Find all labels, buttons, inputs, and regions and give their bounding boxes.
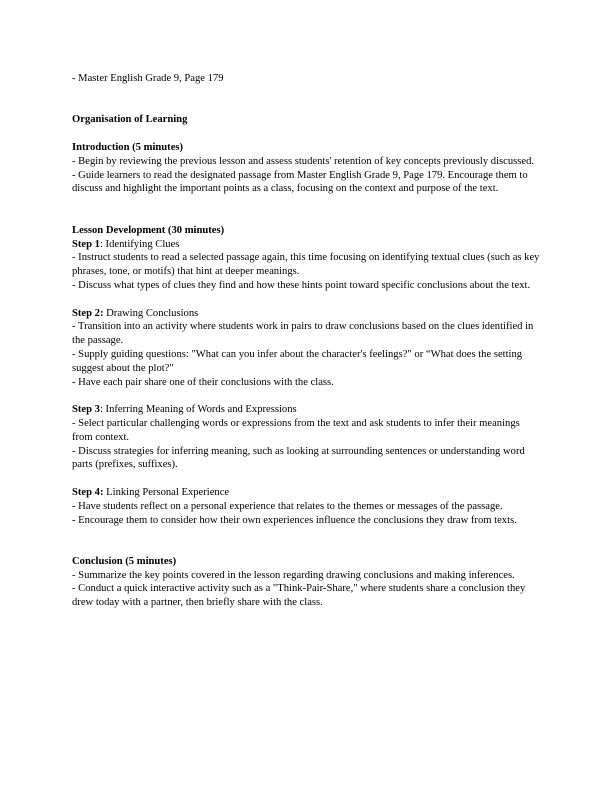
step-line: - Transition into an activity where students work in pairs to draw conclusions based on the clues identified in the passage. — [72, 321, 534, 347]
conclusion-line: - Conduct a quick interactive activity such as a "Think-Pair-Share," where students share a conclusion they drew today with a partner, then briefly share with the class. — [72, 583, 526, 609]
document-page — [72, 72, 542, 610]
conclusion-line: - Summarize the key points covered in the lesson regarding drawing conclusions and making inferences. — [72, 569, 515, 581]
step-title-text: : Identifying Clues — [99, 238, 180, 250]
spacer — [72, 100, 542, 114]
conclusion-section — [72, 555, 542, 610]
spacer — [72, 389, 542, 403]
spacer — [72, 86, 542, 100]
reference-line: - Master English Grade 9, Page 179 — [72, 73, 224, 84]
spacer — [72, 293, 542, 307]
lesson-development-section — [72, 224, 542, 528]
organisation-heading: Organisation of Learning — [72, 114, 188, 126]
step-title — [72, 403, 542, 417]
step-line: - Have students reflect on a personal experience that relates to the themes or messages of the passage. — [72, 500, 503, 512]
step-title-text: Linking Personal Experience — [103, 486, 230, 498]
step-4 — [72, 486, 542, 527]
step-label: Step 4: — [72, 486, 104, 498]
spacer — [72, 472, 542, 486]
step-line: - Encourage them to consider how their own experiences influence the conclusions they draw from texts. — [72, 514, 517, 526]
step-line: - Instruct students to read a selected passage again, this time focusing on identifying textual clues (such as key phrases, tone, or motifs) that hint at deeper meanings. — [72, 252, 540, 278]
lesson-development-heading: Lesson Development (30 minutes) — [72, 224, 225, 236]
step-line: - Have each pair share one of their conclusions with the class. — [72, 376, 334, 388]
step-label: Step 1 — [72, 238, 100, 250]
spacer — [72, 127, 542, 141]
step-title-text: : Inferring Meaning of Words and Expressions — [99, 404, 297, 416]
conclusion-heading: Conclusion (5 minutes) — [72, 555, 177, 567]
introduction-line: - Guide learners to read the designated passage from Master English Grade 9, Page 179. Encourage them to discuss and highlight the important points as a class, focusing on the context and purpose of the text. — [72, 169, 528, 195]
step-2 — [72, 307, 542, 390]
step-3 — [72, 403, 542, 472]
step-line: - Select particular challenging words or expressions from the text and ask students to infer their meanings from context. — [72, 417, 520, 443]
introduction-line: - Begin by reviewing the previous lesson and assess students' retention of key concepts previously discussed. — [72, 155, 535, 167]
introduction-section — [72, 141, 542, 196]
step-label: Step 2: — [72, 307, 104, 319]
spacer — [72, 196, 542, 224]
step-line: - Discuss strategies for inferring meaning, such as looking at surrounding sentences or understanding word parts (prefixes, suffixes). — [72, 445, 525, 471]
step-title — [72, 307, 542, 321]
step-title-text: Drawing Conclusions — [103, 307, 199, 319]
introduction-heading: Introduction (5 minutes) — [72, 141, 184, 153]
step-line: - Supply guiding questions: "What can you infer about the character's feelings?" or “What does the setting suggest about the plot?" — [72, 348, 523, 374]
step-label: Step 3 — [72, 404, 100, 416]
step-title — [72, 238, 542, 252]
step-1 — [72, 238, 542, 293]
spacer — [72, 527, 542, 555]
step-title — [72, 486, 542, 500]
step-line: - Discuss what types of clues they find and how these hints point toward specific conclusions about the text. — [72, 279, 531, 291]
